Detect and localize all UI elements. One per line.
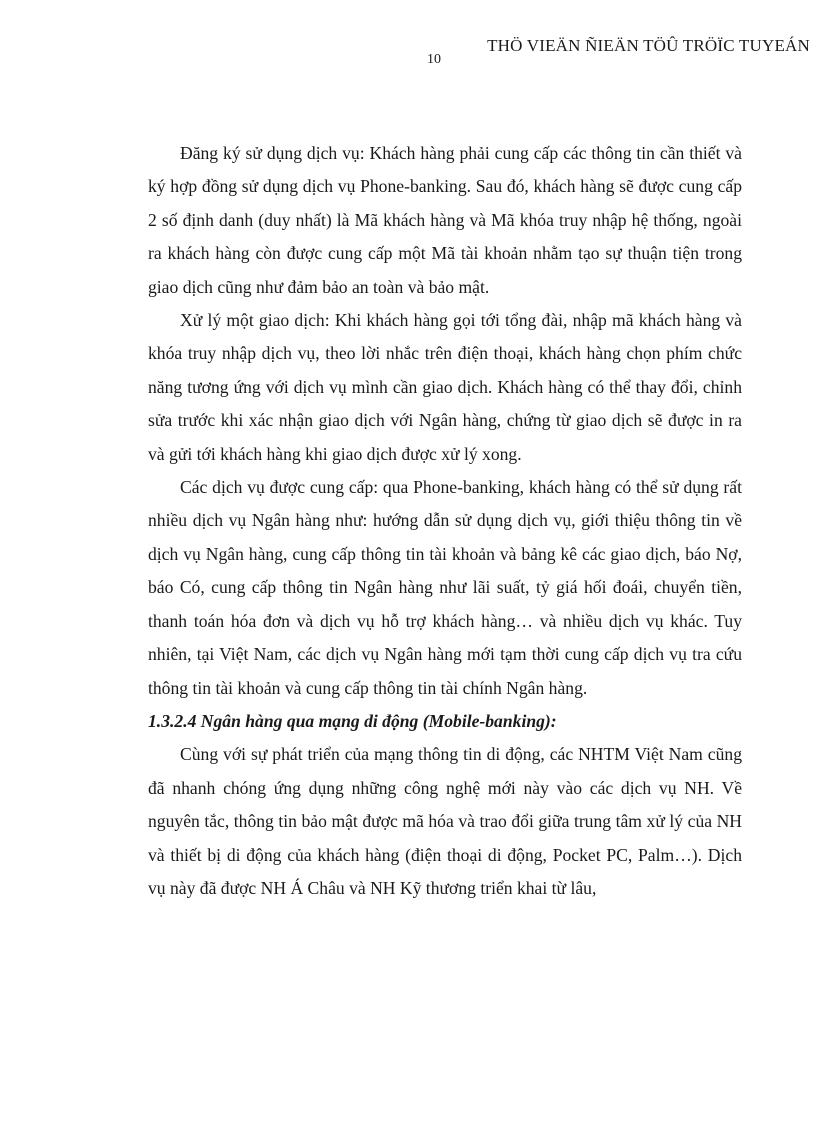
- paragraph-transaction-processing: Xử lý một giao dịch: Khi khách hàng gọi tới tổng đài, nhập mã khách hàng và khóa truy nhập dịch vụ, theo lời nhắc trên điện thoại, khách hàng chọn phím chức năng tương ứng với dịch vụ mình cần giao dịch. Khách hàng có thể thay đổi, chỉnh sửa trước khi xác nhận giao dịch với Ngân hàng, chứng từ giao dịch sẽ được in ra và gửi tới khách hàng khi giao dịch được xử lý xong.: [148, 310, 742, 464]
- paragraph-services-provided: Các dịch vụ được cung cấp: qua Phone-banking, khách hàng có thể sử dụng rất nhiều dịch vụ Ngân hàng như: hướng dẫn sử dụng dịch vụ, giới thiệu thông tin về dịch vụ Ngân hàng, cung cấp thông tin tài khoản và bảng kê các giao dịch, báo Nợ, báo Có, cung cấp thông tin Ngân hàng như lãi suất, tỷ giá hối đoái, chuyển tiền, thanh toán hóa đơn và dịch vụ hỗ trợ khách hàng… và nhiều dịch vụ khác. Tuy nhiên, tại Việt Nam, các dịch vụ Ngân hàng mới tạm thời cung cấp dịch vụ tra cứu thông tin tài khoản và cung cấp thông tin tài chính Ngân hàng.: [148, 477, 742, 698]
- paragraph-registration: Đăng ký sử dụng dịch vụ: Khách hàng phải cung cấp các thông tin cần thiết và ký hợp đồng sử dụng dịch vụ Phone-banking. Sau đó, khách hàng sẽ được cung cấp 2 số định danh (duy nhất) là Mã khách hàng và Mã khóa truy nhập hệ thống, ngoài ra khách hàng còn được cung cấp một Mã tài khoản nhằm tạo sự thuận tiện trong giao dịch cũng như đảm bảo an toàn và bảo mật.: [148, 143, 742, 297]
- page-number: 10: [427, 52, 441, 67]
- document-body: [148, 137, 742, 905]
- paragraph-mobile-banking: Cùng với sự phát triển của mạng thông tin di động, các NHTM Việt Nam cũng đã nhanh chóng ứng dụng những công nghệ mới này vào các dịch vụ NH. Về nguyên tắc, thông tin bảo mật được mã hóa và trao đổi giữa trung tâm xử lý của NH và thiết bị di động của khách hàng (điện thoại di động, Pocket PC, Palm…). Dịch vụ này đã được NH Á Châu và NH Kỹ thương triển khai từ lâu,: [148, 744, 742, 898]
- header-title: THÖ VIEÄN ÑIEÄN TÖÛ TRÖÏC TUYEÁN: [487, 36, 810, 55]
- section-heading: 1.3.2.4 Ngân hàng qua mạng di động (Mobile-banking):: [148, 710, 557, 731]
